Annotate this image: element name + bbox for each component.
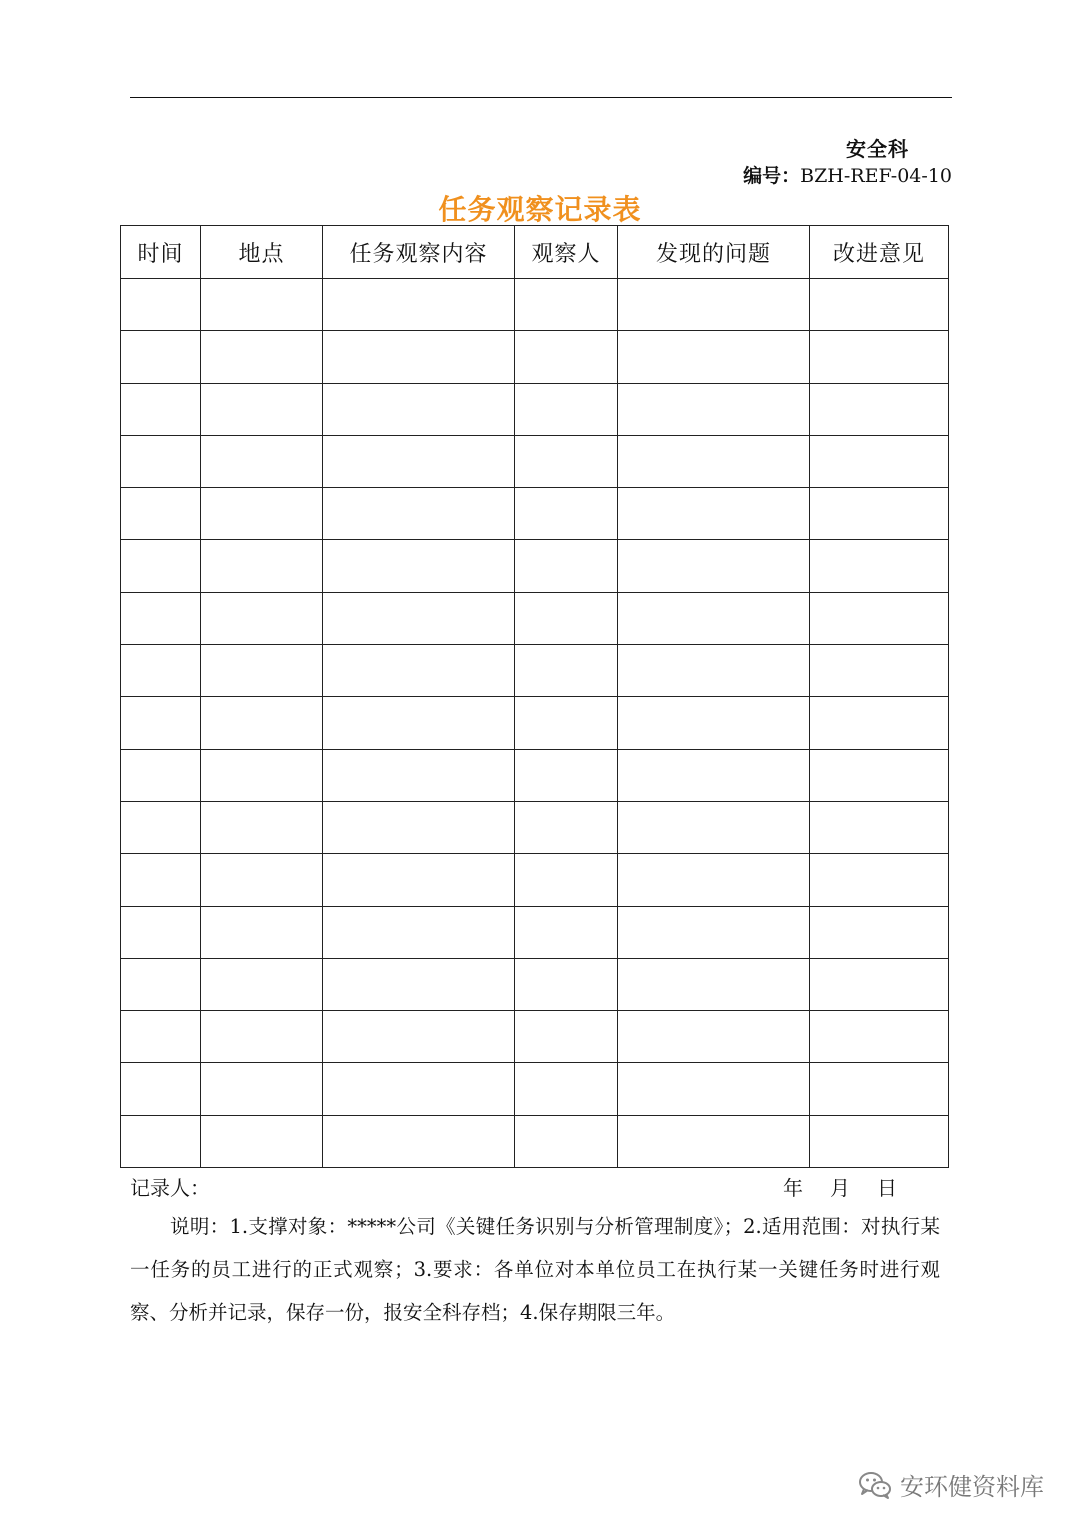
column-header-observer: 观察人	[515, 226, 618, 279]
cell-location[interactable]	[201, 331, 323, 383]
cell-issues-found[interactable]	[618, 435, 810, 487]
cell-issues-found[interactable]	[618, 383, 810, 435]
cell-improvement[interactable]	[810, 697, 949, 749]
date-year-label: 年	[783, 1176, 803, 1200]
table-row	[121, 854, 949, 906]
cell-location[interactable]	[201, 801, 323, 853]
cell-issues-found[interactable]	[618, 854, 810, 906]
cell-observation-content[interactable]	[323, 279, 515, 331]
table-row	[121, 1011, 949, 1063]
cell-improvement[interactable]	[810, 435, 949, 487]
cell-time[interactable]	[121, 645, 201, 697]
table-row	[121, 906, 949, 958]
cell-location[interactable]	[201, 279, 323, 331]
department-label: 安全科	[846, 137, 909, 161]
cell-improvement[interactable]	[810, 1115, 949, 1167]
cell-issues-found[interactable]	[618, 592, 810, 644]
cell-location[interactable]	[201, 383, 323, 435]
table-row	[121, 540, 949, 592]
column-header-location: 地点	[201, 226, 323, 279]
cell-time[interactable]	[121, 435, 201, 487]
cell-time[interactable]	[121, 906, 201, 958]
watermark	[858, 1467, 1044, 1502]
document-code	[743, 161, 952, 188]
cell-observation-content[interactable]	[323, 331, 515, 383]
cell-observer[interactable]	[515, 279, 618, 331]
cell-observer[interactable]	[515, 958, 618, 1010]
cell-location[interactable]	[201, 1011, 323, 1063]
instructions-note: 说明：1.支撑对象：*****公司《关键任务识别与分析管理制度》；2.适用范围：对执行某一任务的员工进行的正式观察；3.要求：各单位对本单位员工在执行某一关键任务时进行观察、分析并记录，保存一份，报安全科存档；4.保存期限三年。	[130, 1215, 940, 1324]
table-row	[121, 435, 949, 487]
cell-issues-found[interactable]	[618, 749, 810, 801]
cell-location[interactable]	[201, 592, 323, 644]
cell-time[interactable]	[121, 854, 201, 906]
cell-location[interactable]	[201, 540, 323, 592]
cell-observation-content[interactable]	[323, 749, 515, 801]
table-row	[121, 279, 949, 331]
cell-observer[interactable]	[515, 1115, 618, 1167]
cell-issues-found[interactable]	[618, 906, 810, 958]
cell-time[interactable]	[121, 1011, 201, 1063]
cell-improvement[interactable]	[810, 801, 949, 853]
column-header-improvement: 改进意见	[810, 226, 949, 279]
column-header-time: 时间	[121, 226, 201, 279]
observation-record-table	[120, 225, 949, 1168]
cell-observer[interactable]	[515, 540, 618, 592]
cell-issues-found[interactable]	[618, 697, 810, 749]
cell-issues-found[interactable]	[618, 801, 810, 853]
cell-improvement[interactable]	[810, 279, 949, 331]
cell-time[interactable]	[121, 488, 201, 540]
cell-observation-content[interactable]	[323, 488, 515, 540]
cell-location[interactable]	[201, 1063, 323, 1115]
cell-improvement[interactable]	[810, 488, 949, 540]
cell-improvement[interactable]	[810, 906, 949, 958]
cell-improvement[interactable]	[810, 854, 949, 906]
cell-location[interactable]	[201, 697, 323, 749]
cell-observation-content[interactable]	[323, 697, 515, 749]
table-row	[121, 383, 949, 435]
cell-observer[interactable]	[515, 1063, 618, 1115]
cell-improvement[interactable]	[810, 331, 949, 383]
date-field	[783, 1172, 897, 1201]
table-row	[121, 958, 949, 1010]
cell-improvement[interactable]	[810, 592, 949, 644]
cell-observer[interactable]	[515, 749, 618, 801]
cell-observation-content[interactable]	[323, 854, 515, 906]
table-row	[121, 1115, 949, 1167]
cell-time[interactable]	[121, 1063, 201, 1115]
cell-issues-found[interactable]	[618, 279, 810, 331]
table-row	[121, 697, 949, 749]
cell-issues-found[interactable]	[618, 645, 810, 697]
document-code-value: BZH-REF-04-10	[800, 165, 952, 187]
cell-observation-content[interactable]	[323, 1063, 515, 1115]
cell-observer[interactable]	[515, 645, 618, 697]
cell-observer[interactable]	[515, 697, 618, 749]
cell-observer[interactable]	[515, 435, 618, 487]
table-header-row	[121, 226, 949, 279]
cell-observation-content[interactable]	[323, 1115, 515, 1167]
cell-time[interactable]	[121, 383, 201, 435]
cell-time[interactable]	[121, 749, 201, 801]
cell-issues-found[interactable]	[618, 488, 810, 540]
cell-observation-content[interactable]	[323, 383, 515, 435]
date-day-label: 日	[877, 1176, 897, 1200]
cell-location[interactable]	[201, 958, 323, 1010]
cell-time[interactable]	[121, 592, 201, 644]
cell-observer[interactable]	[515, 383, 618, 435]
cell-improvement[interactable]	[810, 383, 949, 435]
header-rule	[130, 97, 952, 98]
cell-location[interactable]	[201, 854, 323, 906]
cell-observation-content[interactable]	[323, 592, 515, 644]
cell-observation-content[interactable]	[323, 645, 515, 697]
cell-time[interactable]	[121, 540, 201, 592]
cell-issues-found[interactable]	[618, 331, 810, 383]
cell-improvement[interactable]	[810, 958, 949, 1010]
form-title: 任务观察记录表	[438, 193, 642, 226]
cell-issues-found[interactable]	[618, 540, 810, 592]
cell-issues-found[interactable]	[618, 1063, 810, 1115]
table-row	[121, 592, 949, 644]
cell-observation-content[interactable]	[323, 1011, 515, 1063]
cell-issues-found[interactable]	[618, 1115, 810, 1167]
cell-time[interactable]	[121, 958, 201, 1010]
cell-observation-content[interactable]	[323, 540, 515, 592]
cell-observer[interactable]	[515, 592, 618, 644]
cell-improvement[interactable]	[810, 540, 949, 592]
cell-location[interactable]	[201, 749, 323, 801]
cell-observer[interactable]	[515, 801, 618, 853]
cell-improvement[interactable]	[810, 1063, 949, 1115]
cell-time[interactable]	[121, 331, 201, 383]
table-row	[121, 749, 949, 801]
date-month-label: 月	[830, 1176, 850, 1200]
table-row	[121, 801, 949, 853]
cell-location[interactable]	[201, 906, 323, 958]
cell-observation-content[interactable]	[323, 958, 515, 1010]
cell-observer[interactable]	[515, 488, 618, 540]
cell-observer[interactable]	[515, 1011, 618, 1063]
cell-location[interactable]	[201, 435, 323, 487]
watermark-text: 安环健资料库	[900, 1473, 1044, 1501]
cell-issues-found[interactable]	[618, 958, 810, 1010]
cell-improvement[interactable]	[810, 1011, 949, 1063]
cell-observer[interactable]	[515, 906, 618, 958]
cell-observer[interactable]	[515, 854, 618, 906]
cell-time[interactable]	[121, 697, 201, 749]
table-row	[121, 331, 949, 383]
cell-improvement[interactable]	[810, 645, 949, 697]
document-code-label: 编号：	[743, 165, 801, 187]
cell-time[interactable]	[121, 279, 201, 331]
table-row	[121, 645, 949, 697]
recorder-label: 记录人：	[130, 1176, 210, 1200]
cell-improvement[interactable]	[810, 749, 949, 801]
table-body	[121, 279, 949, 1168]
cell-observer[interactable]	[515, 331, 618, 383]
cell-observation-content[interactable]	[323, 801, 515, 853]
column-header-issues-found: 发现的问题	[618, 226, 810, 279]
table-row	[121, 488, 949, 540]
cell-observation-content[interactable]	[323, 906, 515, 958]
cell-issues-found[interactable]	[618, 1011, 810, 1063]
cell-time[interactable]	[121, 801, 201, 853]
column-header-observation-content: 任务观察内容	[323, 226, 515, 279]
cell-time[interactable]	[121, 1115, 201, 1167]
table-row	[121, 1063, 949, 1115]
wechat-icon	[858, 1470, 892, 1500]
cell-location[interactable]	[201, 488, 323, 540]
cell-observation-content[interactable]	[323, 435, 515, 487]
cell-location[interactable]	[201, 645, 323, 697]
cell-location[interactable]	[201, 1115, 323, 1167]
